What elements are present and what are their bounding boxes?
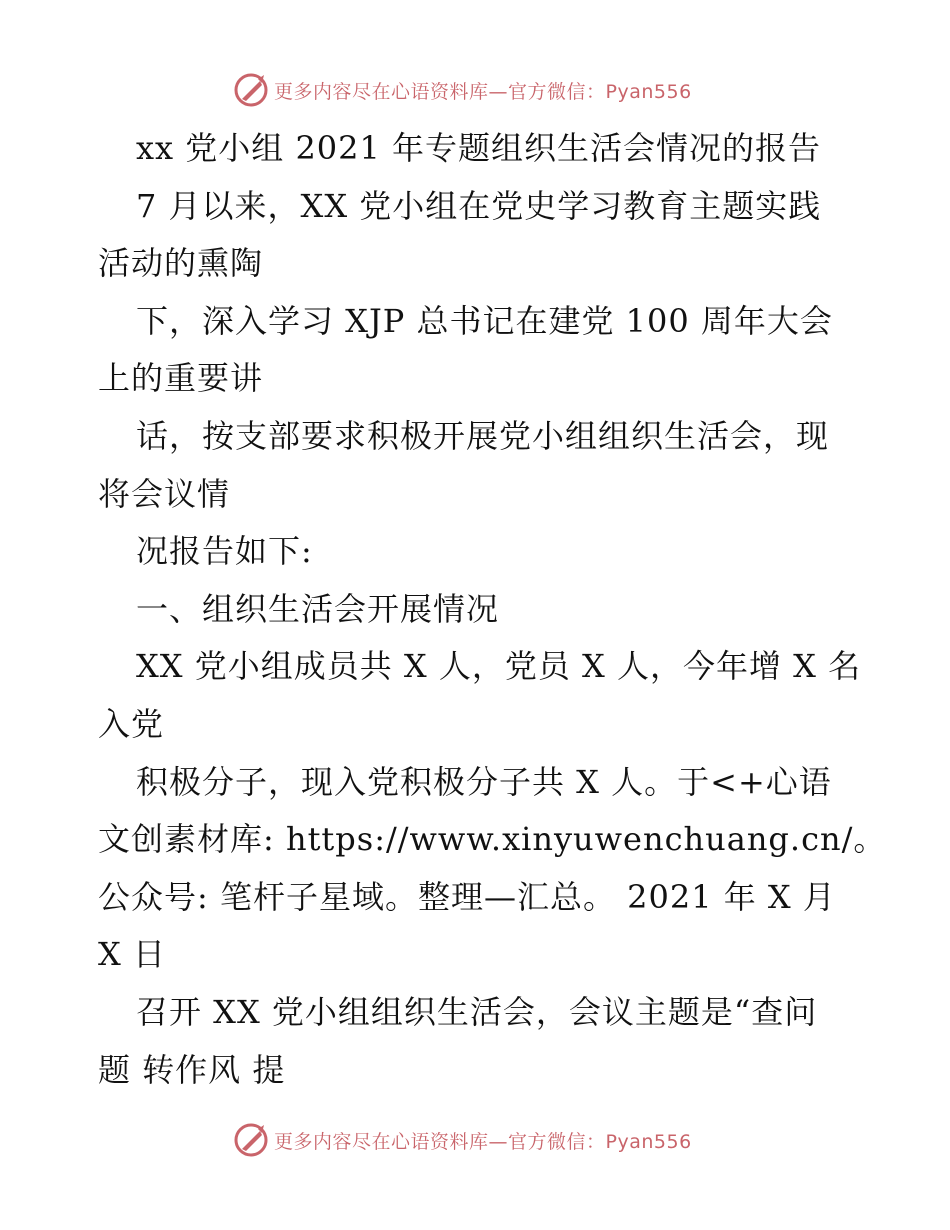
- paragraph-line: 话，按支部要求积极开展党小组组织生活会，现: [136, 417, 830, 455]
- document-title: xx 党小组 2021 年专题组织生活会情况的报告: [136, 129, 822, 167]
- paragraph-line: XX 党小组成员共 X 人，党员 X 人，今年增 X 名: [136, 647, 862, 685]
- paragraph-line: 题 转作风 提: [98, 1051, 286, 1089]
- paragraph-line: 下，深入学习 XJP 总书记在建党 100 周年大会: [136, 302, 833, 340]
- paragraph-line: 积极分子，现入党积极分子共 X 人。于<+心语: [136, 763, 832, 801]
- paragraph-line: 召开 XX 党小组组织生活会，会议主题是“查问: [136, 993, 818, 1031]
- paragraph-line: 上的重要讲: [98, 359, 264, 397]
- paragraph-line: 活动的熏陶: [98, 244, 264, 282]
- paragraph-line: 7 月以来，XX 党小组在党史学习教育主题实践: [136, 187, 822, 225]
- paragraph-line: X 日: [98, 935, 166, 973]
- paragraph-line: 况报告如下:: [136, 532, 313, 570]
- footer-watermark: [232, 1120, 752, 1160]
- header-watermark-text: 更多内容尽在心语资料库—官方微信：Pyan556: [274, 80, 692, 103]
- paragraph-line: 公众号: 笔杆子星域。整理—汇总。 2021 年 X 月: [98, 878, 836, 916]
- paragraph-line: 将会议情: [98, 475, 231, 513]
- quill-logo-icon: [232, 1121, 270, 1159]
- quill-logo-icon: [232, 71, 270, 109]
- paragraph-line: 文创素材库: https://www.xinyuwenchuang.cn/。: [98, 820, 887, 858]
- footer-watermark-text: 更多内容尽在心语资料库—官方微信：Pyan556: [274, 1130, 692, 1153]
- section-heading: 一、组织生活会开展情况: [136, 590, 500, 628]
- header-watermark: [232, 70, 752, 110]
- paragraph-line: 入党: [98, 705, 165, 743]
